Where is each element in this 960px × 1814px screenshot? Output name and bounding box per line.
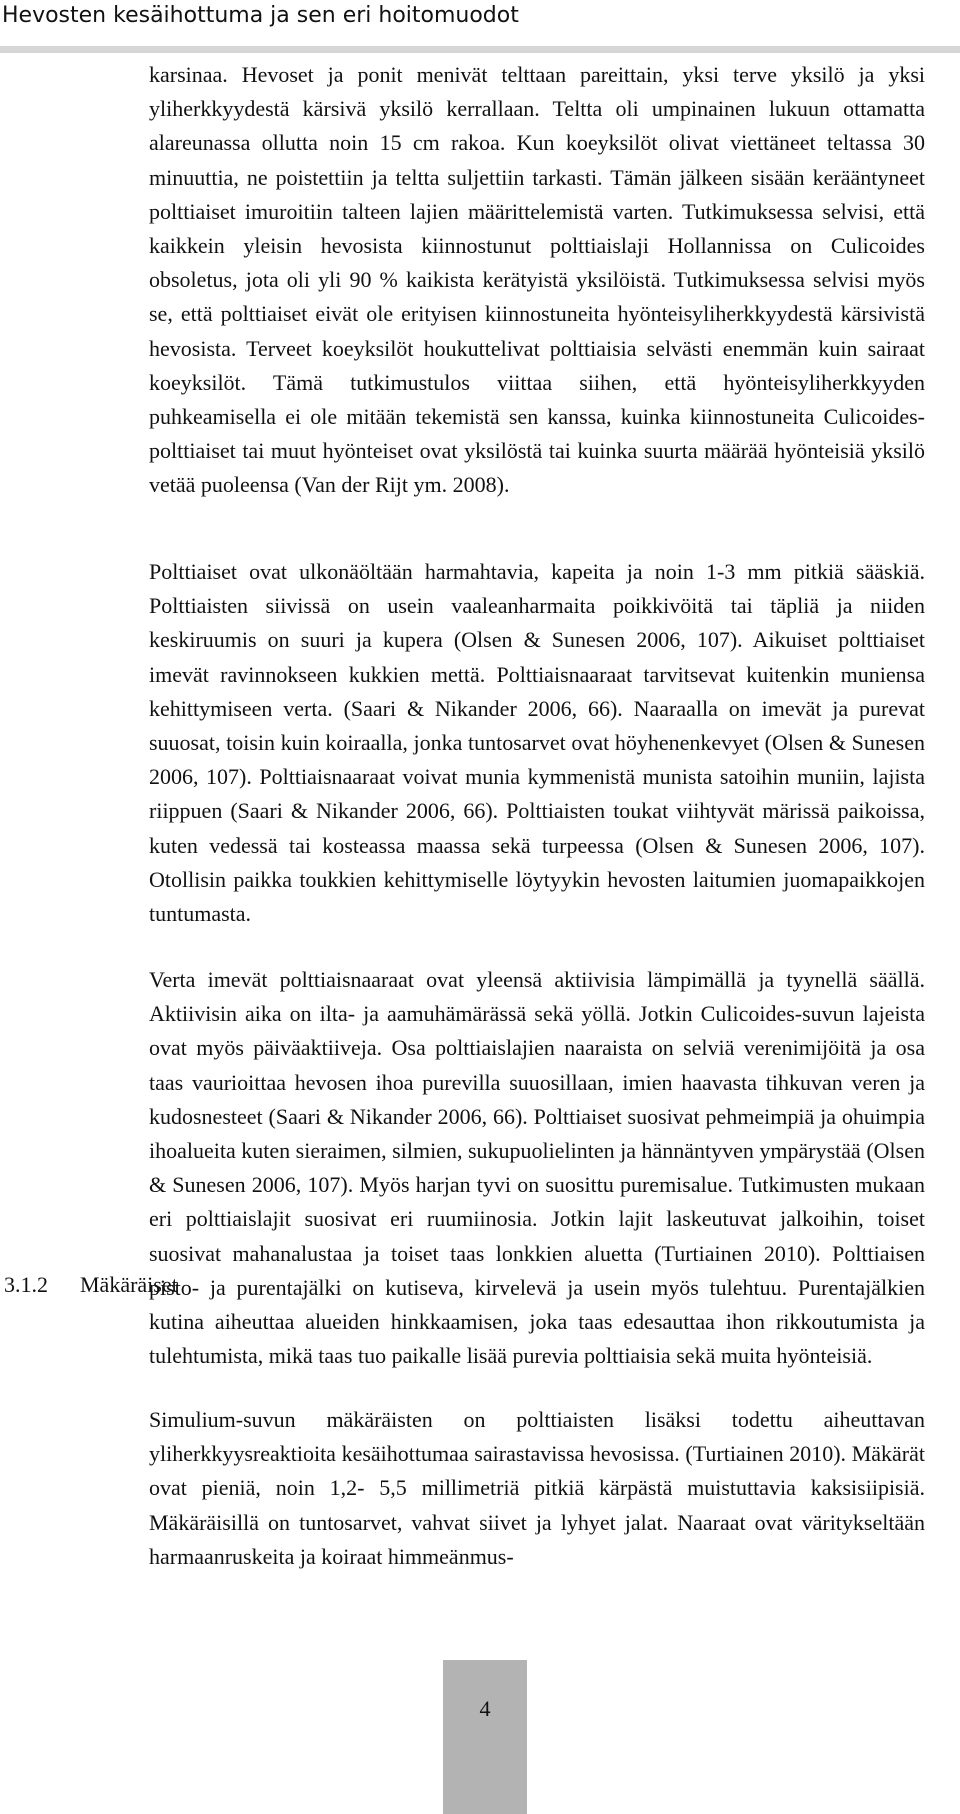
section-heading bbox=[4, 1268, 178, 1302]
section-title: Mäkäräiset bbox=[80, 1272, 178, 1297]
body-paragraph bbox=[149, 58, 925, 503]
section-number: 3.1.2 bbox=[4, 1272, 48, 1297]
running-header-title: Hevosten kesäihottuma ja sen eri hoitomuodot bbox=[2, 3, 519, 28]
paragraph-text: Verta imevät polttiaisnaaraat ovat yleensä aktiivisia lämpimällä ja tyynellä säällä. Aktiivisin aika on ilta- ja aamuhämärässä sekä yöllä. Jotkin Culicoides-suvun lajeista ovat myös päiväaktiiveja. Osa polttiaislajien naaraista on selviä verenimijöitä ja osa taas vaurioittaa hevosen ihoa purevilla suuosillaan, imien haavasta tihkuvan veren ja kudosnesteet (Saari & Nikander 2006, 66). Polttiaiset suosivat pehmeimpiä ja ohuimpia ihoalueita kuten sieraimen, silmien, sukupuolielinten ja hännäntyven ympärystää (Olsen & Sunesen 2006, 107). Myös harjan tyvi on suosittu puremisalue. Tutkimusten mukaan eri polttiaislajit suosivat eri ruumiinosia. Jotkin lajit laskeutuvat jalkoihin, toiset suosivat mahanalustaa ja toiset taas lonkkien aluetta (Turtiainen 2010). Polttiaisen pisto- ja purentajälki on kutiseva, kirvelevä ja usein myös tulehtuu. Purentajälkien kutina aiheuttaa alueiden hinkkaamisen, joka taas edesauttaa ihon rikkoutumista ja tulehtumista, mikä taas tuo paikalle lisää purevia polttiaisia sekä muita hyönteisiä. bbox=[149, 967, 925, 1369]
paragraph-text: karsinaa. Hevoset ja ponit menivät telttaan pareittain, yksi terve yksilö ja yksi yliherkkyydestä kärsivä yksilö kerrallaan. Teltta oli umpinainen lukuun ottamatta alareunassa ollutta noin 15 cm rakoa. Kun koeyksilöt olivat viettäneet teltassa 30 minuuttia, ne poistettiin ja teltta suljettiin tarkasti. Tämän jälkeen sisään kerääntyneet polttiaiset imuroitiin talteen lajien määrittelemistä varten. Tutkimuksessa selvisi, että kaikkein yleisin hevosista kiinnostunut polttiaislaji Hollannissa on Culicoides obsoletus, jota oli yli 90 % kaikista kerätyistä yksilöistä. Tutkimuksessa selvisi myös se, että polttiaiset eivät ole erityisen kiinnostuneita hyönteisyliherkkyydestä kärsivistä hevosista. Terveet koeyksilöt houkuttelivat polttiaisia selvästi enemmän kuin sairaat koeyksilöt. Tämä tutkimustulos viittaa siihen, että hyönteisyliherkkyyden puhkeamisella ei ole mitään tekemistä sen kanssa, kuinka kiinnostuneita Culicoides-polttiaiset tai muut hyönteiset ovat yksilöstä tai kuinka suurta määrää hyönteisiä yksilö vetää puoleensa (Van der Rijt ym. 2008). bbox=[149, 62, 925, 498]
page-header bbox=[0, 0, 960, 53]
paragraph-text: Polttiaiset ovat ulkonäöltään harmahtavia, kapeita ja noin 1-3 mm pitkiä sääskiä. Polttiaisten siivissä on usein vaaleanharmaita poikkivöitä tai täpliä ja niiden keskiruumis on suuri ja kupera (Olsen & Sunesen 2006, 107). Aikuiset polttiaiset imevät ravinnokseen kukkien mettä. Polttiaisnaaraat tarvitsevat kuitenkin muniensa kehittymiseen verta. (Saari & Nikander 2006, 66). Naaraalla on imevät ja purevat suuosat, toisin kuin koiraalla, jonka tuntosarvet ovat höyhenenkevyet (Olsen & Sunesen 2006, 107). Polttiaisnaaraat voivat munia kymmenistä munista satoihin muniin, lajista riippuen (Saari & Nikander 2006, 66). Polttiaisten toukat viihtyvät märissä paikoissa, kuten vedessä tai kosteassa maassa sekä turpeessa (Olsen & Sunesen 2006, 107). Otollisin paikka toukkien kehittymiselle löytyykin hevosten laitumien juomapaikkojen tuntumasta. bbox=[149, 559, 925, 927]
body-paragraph bbox=[149, 1403, 925, 1574]
body-paragraph bbox=[149, 555, 925, 931]
page-number-box bbox=[443, 1660, 527, 1814]
page-number: 4 bbox=[479, 1696, 491, 1721]
body-paragraph bbox=[149, 963, 925, 1373]
paragraph-text: Simulium-suvun mäkäräisten on polttiaisten lisäksi todettu aiheuttavan yliherkkyysreaktioita kesäihottumaa sairastavissa hevosissa. (Turtiainen 2010). Mäkärät ovat pieniä, noin 1,2- 5,5 millimetriä pitkiä kärpästä muistuttavia kaksisiipisiä. Mäkäräisillä on tuntosarvet, vahvat siivet ja lyhyet jalat. Naaraat ovat väritykseltään harmaanruskeita ja koiraat himmeänmus- bbox=[149, 1407, 925, 1569]
